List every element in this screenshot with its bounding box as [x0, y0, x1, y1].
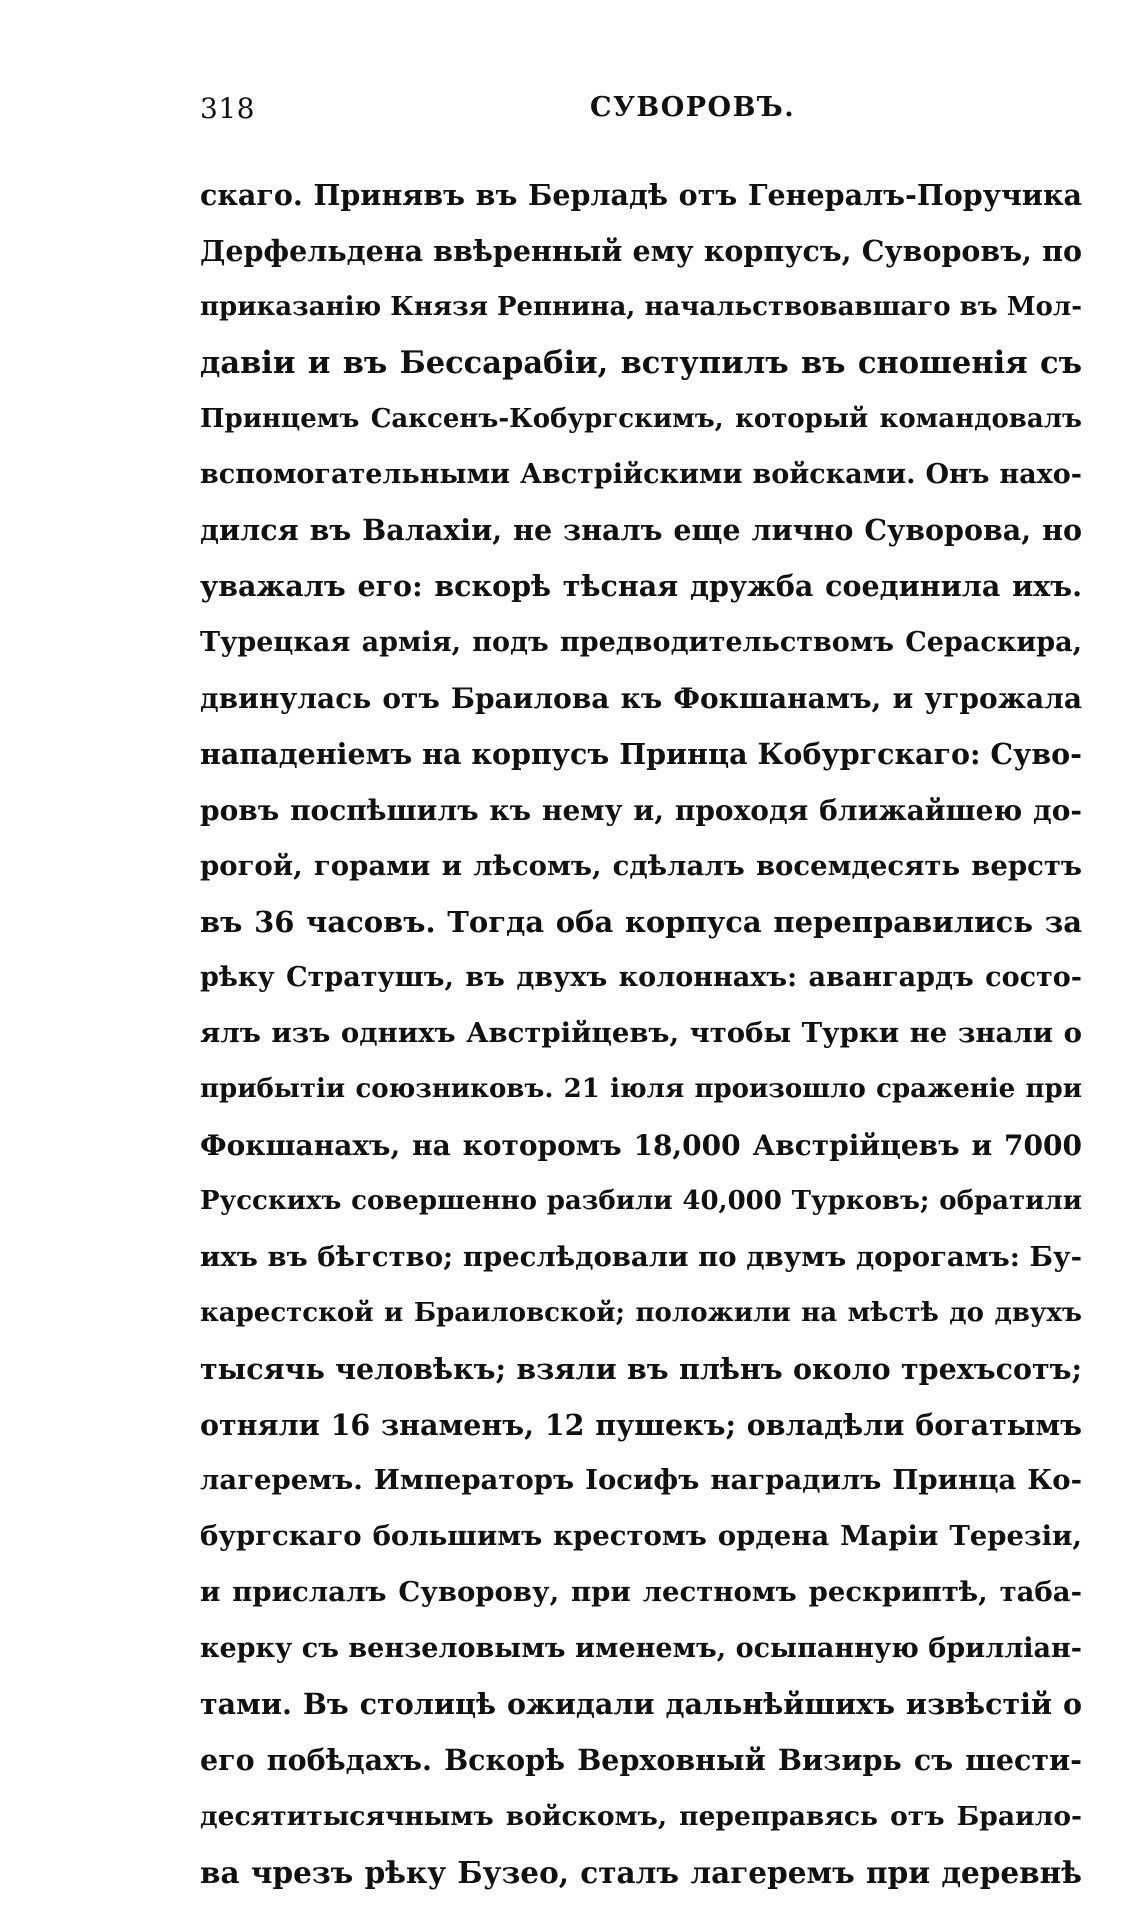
text-line: прибытіи союзниковъ. 21 іюля произошло сраженіе при	[200, 1074, 1082, 1105]
text-line: Русскихъ совершенно разбили 40,000 Турковъ; обратили	[200, 1186, 1082, 1217]
text-line: лагеремъ. Императоръ Іосифъ наградилъ Принца Ко-	[200, 1464, 1082, 1497]
text-line: нападеніемъ на корпусъ Принца Кобургскаго: Суво-	[200, 736, 1082, 771]
text-line: Принцемъ Саксенъ-Кобургскимъ, который командовалъ	[200, 403, 1082, 434]
text-line: его побѣдахъ. Вскорѣ Верховный Визирь съ шести-	[200, 1742, 1082, 1777]
text-line: двинулась отъ Браилова къ Фокшанамъ, и угрожала	[200, 682, 1082, 716]
text-line: рогой, горами и лѣсомъ, сдѣлалъ восемдесять верстъ	[200, 849, 1082, 882]
text-line: керку съ вензеловымъ именемъ, осыпанную брилліан-	[200, 1633, 1082, 1665]
text-line: вспомогательными Австрійскими войсками. Онъ нахо-	[200, 459, 1082, 491]
text-line: тами. Въ столицѣ ожидали дальнѣйшихъ извѣстій о	[200, 1687, 1082, 1722]
text-line: ровъ поспѣшилъ къ нему и, проходя ближайшею до-	[200, 793, 1082, 827]
running-head	[200, 92, 1080, 132]
text-line: ялъ изъ однихъ Австрійцевъ, чтобы Турки не знали о	[200, 1017, 1082, 1050]
text-line: Дерфельдена ввѣренный ему корпусъ, Суворовъ, по	[200, 233, 1082, 268]
text-line: карестской и Браиловской; положили на мѣстѣ до двухъ	[200, 1297, 1082, 1328]
text-line: давіи и въ Бессарабіи, вступилъ въ сношенія съ	[200, 344, 1082, 381]
text-line: бургскаго большимъ крестомъ ордена Маріи Терезіи,	[200, 1520, 1082, 1553]
text-line: ва чрезъ рѣку Бузео, сталъ лагеремъ при деревнѣ	[200, 1854, 1082, 1890]
text-line: уважалъ его: вскорѣ тѣсная дружба соединила ихъ.	[200, 569, 1082, 604]
text-line: скаго. Принявъ въ Берладѣ отъ Генералъ-Поручика	[200, 178, 1082, 212]
page-number: 318	[200, 92, 255, 125]
text-line: отняли 16 знаменъ, 12 пушекъ; овладѣли богатымъ	[200, 1407, 1082, 1442]
text-line: десятитысячнымъ войскомъ, переправясь отъ Браило-	[200, 1800, 1082, 1832]
running-title: СУВОРОВЪ.	[590, 92, 796, 123]
body-text	[200, 168, 1082, 1901]
text-line: Фокшанахъ, на которомъ 18,000 Австрійцевъ и 7000	[200, 1129, 1082, 1163]
text-line: въ 36 часовъ. Тогда оба корпуса переправились за	[200, 904, 1082, 939]
text-line: рѣку Стратушъ, въ двухъ колоннахъ: авангардъ состо-	[200, 962, 1082, 994]
text-line: ихъ въ бѣгство; преслѣдовали по двумъ дорогамъ: Бу-	[200, 1240, 1082, 1273]
text-line: приказанію Князя Репнина, начальствовавшаго въ Мол-	[200, 291, 1082, 322]
text-line: дился въ Валахіи, не зналъ еще лично Суворова, но	[200, 513, 1082, 548]
text-line: и прислалъ Суворову, при лестномъ рескриптѣ, таба-	[200, 1576, 1082, 1609]
text-line: тысячь человѣкъ; взяли въ плѣнъ около трехъсотъ;	[200, 1351, 1082, 1386]
text-line: Турецкая армія, подъ предводительствомъ Сераскира,	[200, 627, 1082, 659]
